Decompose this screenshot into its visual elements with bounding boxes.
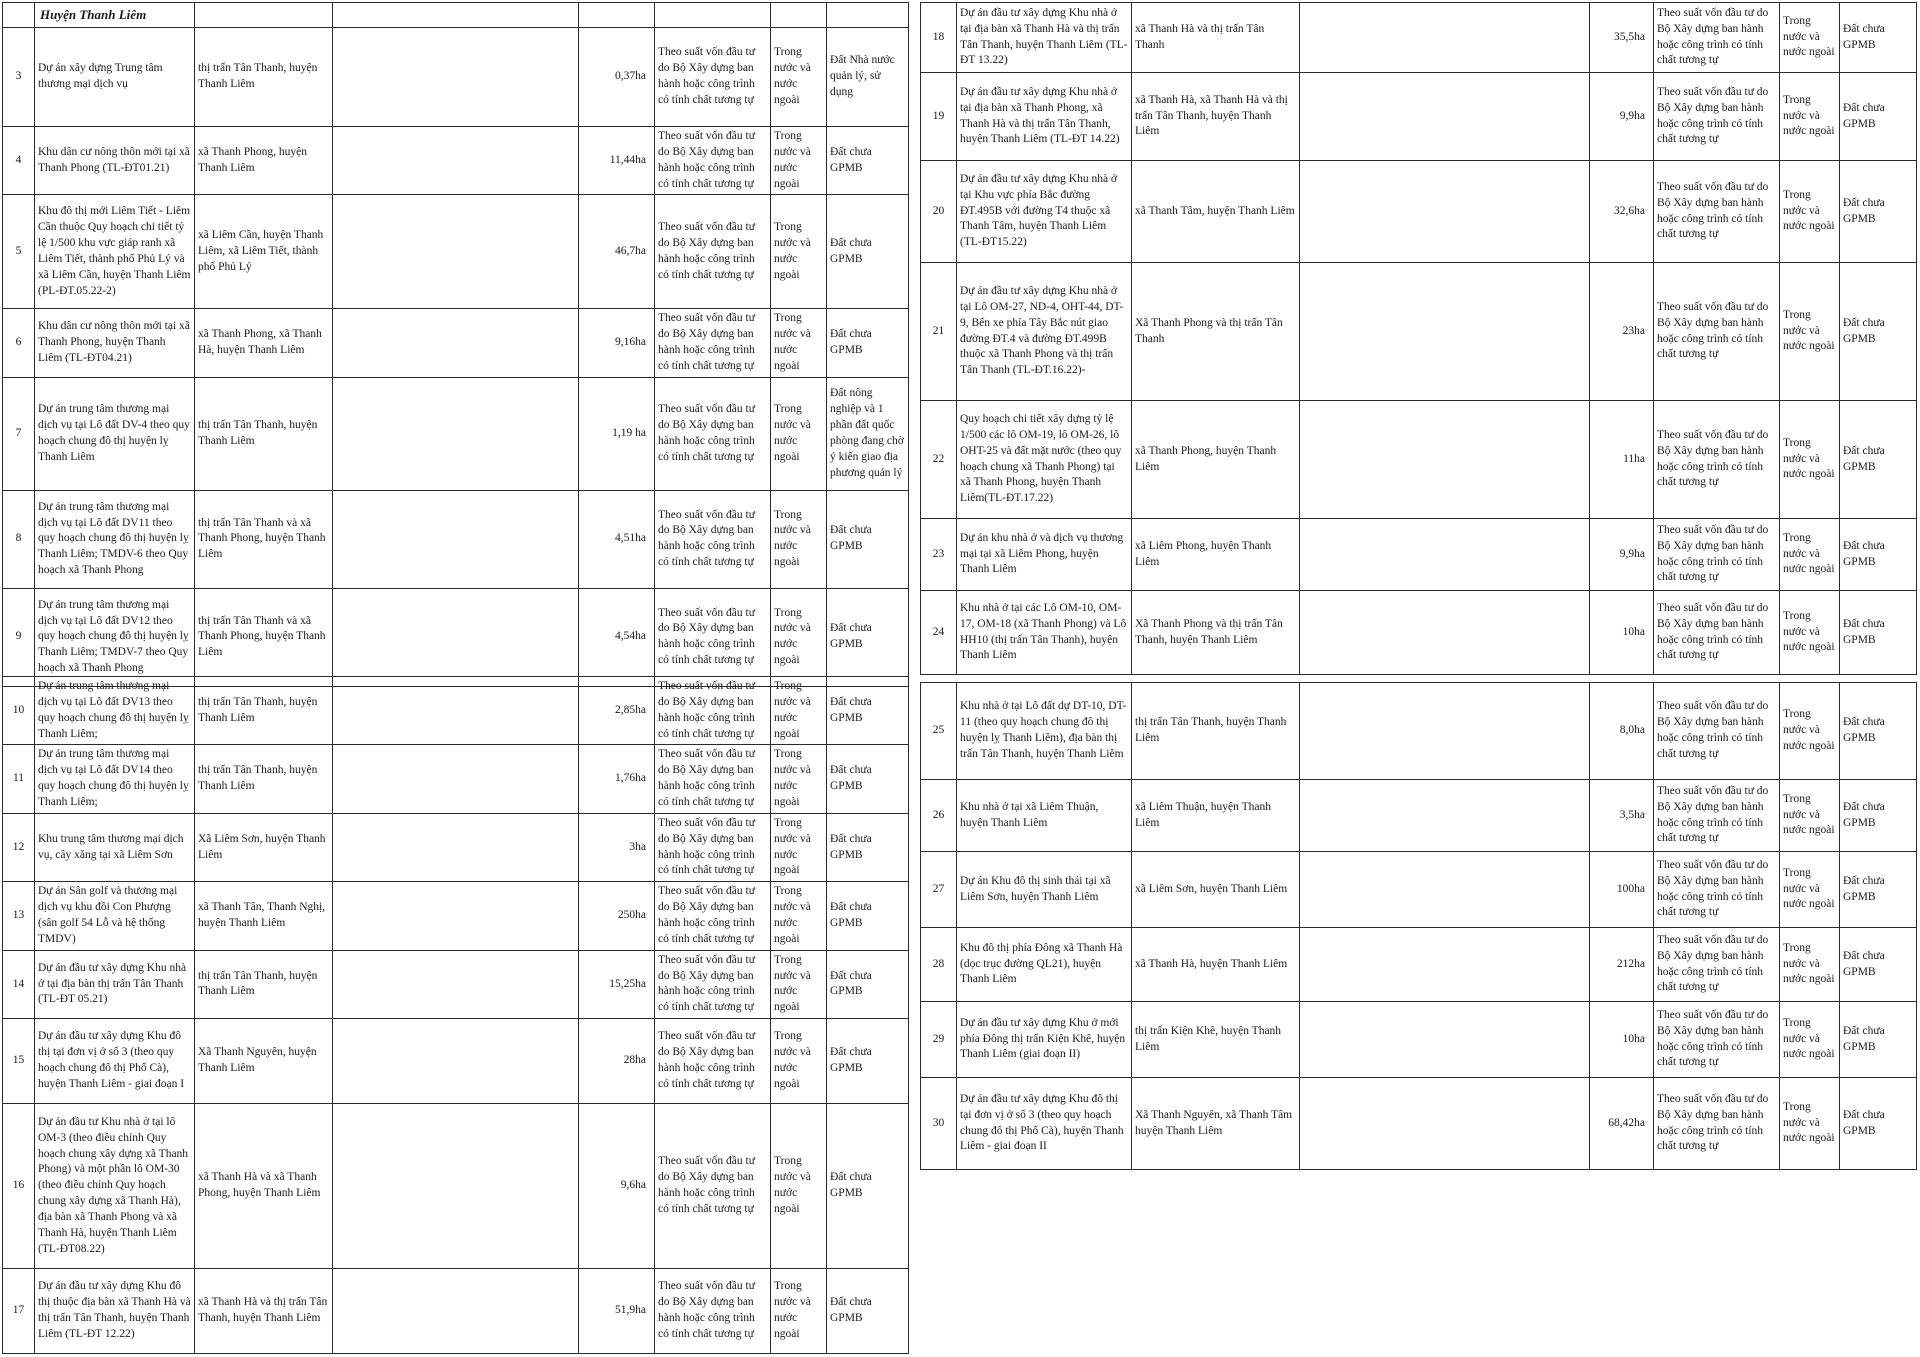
project-location: thị trấn Tân Thanh, huyện Thanh Liêm	[195, 27, 333, 126]
blank-cell	[333, 588, 579, 686]
project-location: thị trấn Tân Thanh và xã Thanh Phong, huyện Thanh Liêm	[195, 490, 333, 588]
row-number: 11	[3, 745, 35, 813]
table-left-top	[2, 2, 908, 687]
project-area: 46,7ha	[579, 195, 655, 309]
project-name: Dự án trung tâm thương mại dịch vụ tại Lô đất DV14 theo quy hoạch chung đô thị huyện lỵ Thanh Liêm;	[35, 745, 195, 813]
capital-note: Theo suất vốn đầu tư do Bộ Xây dựng ban hành hoặc công trình có tính chất tương tự	[1654, 519, 1780, 591]
row-number: 4	[3, 126, 35, 194]
land-status: Đất chưa GPMB	[827, 1019, 909, 1104]
row-number: 19	[921, 73, 957, 161]
land-status: Đất Nhà nước quản lý, sử dụng	[827, 27, 909, 126]
project-location: xã Thanh Hà và xã Thanh Phong, huyện Thanh Liêm	[195, 1104, 333, 1269]
project-location: Xã Thanh Nguyên, huyện Thanh Liêm	[195, 1019, 333, 1104]
row-number: 30	[921, 1078, 957, 1170]
land-status: Đất chưa GPMB	[827, 126, 909, 194]
blank-cell	[333, 27, 579, 126]
table-row	[3, 677, 909, 745]
project-area: 32,6ha	[1590, 161, 1654, 263]
project-area: 10ha	[1590, 1002, 1654, 1078]
land-status: Đất chưa GPMB	[1840, 3, 1917, 73]
blank-cell	[333, 126, 579, 194]
capital-origin: Trong nước và nước ngoài	[1780, 1002, 1840, 1078]
project-name: Khu nhà ở tại các Lô OM-10, OM-17, OM-18 (xã Thanh Phong) và Lô HH10 (thị trấn Tân Thanh), huyện Thanh Liêm	[957, 591, 1132, 675]
blank-cell	[1300, 3, 1590, 73]
project-area: 3ha	[579, 813, 655, 881]
table-row	[921, 263, 1917, 401]
capital-origin: Trong nước và nước ngoài	[771, 309, 827, 377]
capital-note: Theo suất vốn đầu tư do Bộ Xây dựng ban hành hoặc công trình có tính chất tương tự	[1654, 73, 1780, 161]
project-area: 68,42ha	[1590, 1078, 1654, 1170]
land-status: Đất chưa GPMB	[1840, 852, 1917, 928]
table-row	[921, 1078, 1917, 1170]
blank-cell	[333, 377, 579, 490]
table-row	[921, 852, 1917, 928]
project-area: 4,51ha	[579, 490, 655, 588]
project-location: xã Thanh Phong, xã Thanh Hà, huyện Thanh Liêm	[195, 309, 333, 377]
row-number: 29	[921, 1002, 957, 1078]
capital-origin: Trong nước và nước ngoài	[1780, 1078, 1840, 1170]
capital-note: Theo suất vốn đầu tư do Bộ Xây dựng ban hành hoặc công trình có tính chất tương tự	[1654, 3, 1780, 73]
project-location: Xã Liêm Sơn, huyện Thanh Liêm	[195, 813, 333, 881]
table-right-top	[920, 2, 1916, 675]
table-row	[3, 1104, 909, 1269]
blank-cell	[1300, 73, 1590, 161]
project-area: 4,54ha	[579, 588, 655, 686]
project-location: xã Thanh Hà và thị trấn Tân Thanh	[1132, 3, 1300, 73]
table-row	[3, 195, 909, 309]
capital-note: Theo suất vốn đầu tư do Bộ Xây dựng ban hành hoặc công trình có tính chất tương tự	[655, 27, 771, 126]
capital-note: Theo suất vốn đầu tư do Bộ Xây dựng ban hành hoặc công trình có tính chất tương tự	[655, 588, 771, 686]
capital-note: Theo suất vốn đầu tư do Bộ Xây dựng ban hành hoặc công trình có tính chất tương tự	[655, 813, 771, 881]
project-location: xã Thanh Tân, Thanh Nghị, huyện Thanh Liêm	[195, 882, 333, 950]
capital-origin: Trong nước và nước ngoài	[771, 882, 827, 950]
capital-note: Theo suất vốn đầu tư do Bộ Xây dựng ban hành hoặc công trình có tính chất tương tự	[655, 1104, 771, 1269]
project-location: thị trấn Kiện Khê, huyện Thanh Liêm	[1132, 1002, 1300, 1078]
capital-note: Theo suất vốn đầu tư do Bộ Xây dựng ban hành hoặc công trình có tính chất tương tự	[1654, 401, 1780, 519]
land-status: Đất chưa GPMB	[1840, 928, 1917, 1002]
capital-note: Theo suất vốn đầu tư do Bộ Xây dựng ban hành hoặc công trình có tính chất tương tự	[655, 950, 771, 1018]
table-row	[921, 401, 1917, 519]
project-name: Dự án xây dựng Trung tâm thương mại dịch vụ	[35, 27, 195, 126]
land-status: Đất chưa GPMB	[1840, 591, 1917, 675]
project-name: Dự án đầu tư xây dựng Khu nhà ở tại địa bàn thị trấn Tân Thanh (TL-ĐT 05.21)	[35, 950, 195, 1018]
land-status: Đất chưa GPMB	[827, 1104, 909, 1269]
capital-note: Theo suất vốn đầu tư do Bộ Xây dựng ban hành hoặc công trình có tính chất tương tự	[1654, 1002, 1780, 1078]
project-name: Dự án trung tâm thương mại dịch vụ tại Lô đất DV13 theo quy hoạch chung đô thị huyện lỵ Thanh Liêm;	[35, 677, 195, 745]
table-row	[3, 309, 909, 377]
row-number: 14	[3, 950, 35, 1018]
row-number: 16	[3, 1104, 35, 1269]
table-row	[3, 588, 909, 686]
project-name: Dự án Sân golf và thương mại dịch vụ khu đồi Con Phượng (sân golf 54 Lỗ và hệ thống TMDV)	[35, 882, 195, 950]
row-number: 21	[921, 263, 957, 401]
row-number: 15	[3, 1019, 35, 1104]
capital-origin: Trong nước và nước ngoài	[771, 195, 827, 309]
capital-note: Theo suất vốn đầu tư do Bộ Xây dựng ban hành hoặc công trình có tính chất tương tự	[1654, 780, 1780, 852]
project-name: Khu đô thị mới Liêm Tiết - Liêm Cần thuộc Quy hoạch chi tiết tỷ lệ 1/500 khu vực giáp ranh xã Liêm Tiết, thành phố Phủ Lý và xã Liêm Cần, huyện Thanh Liêm (PL-ĐT.05.22-2)	[35, 195, 195, 309]
blank-cell	[1300, 401, 1590, 519]
land-status: Đất chưa GPMB	[827, 1269, 909, 1354]
capital-origin: Trong nước và nước ngoài	[771, 126, 827, 194]
blank-cell	[1300, 591, 1590, 675]
capital-origin: Trong nước và nước ngoài	[771, 588, 827, 686]
land-status: Đất nông nghiệp và 1 phần đất quốc phòng đang chờ ý kiến giao địa phương quản lý	[827, 377, 909, 490]
project-area: 1,19 ha	[579, 377, 655, 490]
land-status: Đất chưa GPMB	[827, 490, 909, 588]
capital-note: Theo suất vốn đầu tư do Bộ Xây dựng ban hành hoặc công trình có tính chất tương tự	[655, 309, 771, 377]
land-status: Đất chưa GPMB	[1840, 401, 1917, 519]
project-area: 100ha	[1590, 852, 1654, 928]
project-area: 28ha	[579, 1019, 655, 1104]
project-name: Dự án khu nhà ở và dịch vụ thương mại tại xã Liêm Phong, huyện Thanh Liêm	[957, 519, 1132, 591]
table-row	[921, 928, 1917, 1002]
capital-origin: Trong nước và nước ngoài	[771, 1269, 827, 1354]
land-status: Đất chưa GPMB	[827, 677, 909, 745]
land-status: Đất chưa GPMB	[1840, 519, 1917, 591]
blank-cell	[333, 745, 579, 813]
table-row	[3, 377, 909, 490]
table-row	[3, 882, 909, 950]
project-name: Khu đô thị phía Đông xã Thanh Hà (dọc trục đường QL21), huyện Thanh Liêm	[957, 928, 1132, 1002]
project-area: 10ha	[1590, 591, 1654, 675]
project-area: 8,0ha	[1590, 683, 1654, 780]
capital-origin: Trong nước và nước ngoài	[771, 1104, 827, 1269]
land-status: Đất chưa GPMB	[827, 588, 909, 686]
blank-cell	[333, 1104, 579, 1269]
row-number: 17	[3, 1269, 35, 1354]
capital-note: Theo suất vốn đầu tư do Bộ Xây dựng ban hành hoặc công trình có tính chất tương tự	[1654, 1078, 1780, 1170]
project-name: Dự án đầu tư xây dựng Khu nhà ở tại địa bàn xã Thanh Phong, xã Thanh Hà và thị trấn Tân Thanh, huyện Thanh Liêm (TL-ĐT 14.22)	[957, 73, 1132, 161]
capital-note: Theo suất vốn đầu tư do Bộ Xây dựng ban hành hoặc công trình có tính chất tương tự	[655, 1269, 771, 1354]
capital-origin: Trong nước và nước ngoài	[1780, 519, 1840, 591]
capital-origin: Trong nước và nước ngoài	[1780, 73, 1840, 161]
project-area: 15,25ha	[579, 950, 655, 1018]
row-number: 5	[3, 195, 35, 309]
project-location: thị trấn Tân Thanh và xã Thanh Phong, huyện Thanh Liêm	[195, 588, 333, 686]
project-location: thị trấn Tân Thanh, huyện Thanh Liêm	[195, 677, 333, 745]
project-name: Dự án đầu tư xây dựng Khu nhà ở tại Khu vực phía Bắc đường ĐT.495B với đường T4 thuộc xã Thanh Tâm, huyện Thanh Liêm (TL-ĐT15.22)	[957, 161, 1132, 263]
blank-cell	[1300, 780, 1590, 852]
table-row	[921, 73, 1917, 161]
project-area: 9,9ha	[1590, 519, 1654, 591]
capital-note: Theo suất vốn đầu tư do Bộ Xây dựng ban hành hoặc công trình có tính chất tương tự	[1654, 852, 1780, 928]
blank-cell	[1300, 263, 1590, 401]
project-area: 9,9ha	[1590, 73, 1654, 161]
project-name: Khu nhà ở tại xã Liêm Thuận, huyện Thanh Liêm	[957, 780, 1132, 852]
row-number: 8	[3, 490, 35, 588]
land-status: Đất chưa GPMB	[827, 195, 909, 309]
project-area: 212ha	[1590, 928, 1654, 1002]
row-number: 22	[921, 401, 957, 519]
table-row	[921, 780, 1917, 852]
land-status: Đất chưa GPMB	[827, 950, 909, 1018]
project-area: 0,37ha	[579, 27, 655, 126]
capital-origin: Trong nước và nước ngoài	[771, 745, 827, 813]
project-area: 11,44ha	[579, 126, 655, 194]
land-status: Đất chưa GPMB	[1840, 161, 1917, 263]
blank-cell	[1300, 519, 1590, 591]
project-name: Dự án đầu tư xây dựng Khu ở mới phía Đông thị trấn Kiện Khê, huyện Thanh Liêm (giai đoạn II)	[957, 1002, 1132, 1078]
project-location: xã Liêm Thuận, huyện Thanh Liêm	[1132, 780, 1300, 852]
capital-origin: Trong nước và nước ngoài	[771, 677, 827, 745]
land-status: Đất chưa GPMB	[827, 882, 909, 950]
project-location: thị trấn Tân Thanh, huyện Thanh Liêm	[195, 377, 333, 490]
capital-note: Theo suất vốn đầu tư do Bộ Xây dựng ban hành hoặc công trình có tính chất tương tự	[1654, 928, 1780, 1002]
land-status: Đất chưa GPMB	[1840, 1078, 1917, 1170]
row-number: 13	[3, 882, 35, 950]
project-name: Dự án đầu tư xây dựng Khu đô thị tại đơn vị ở số 3 (theo quy hoạch chung đô thị Phố Cà), huyện Thanh Liêm - giai đoạn II	[957, 1078, 1132, 1170]
blank-cell	[333, 1019, 579, 1104]
project-area: 9,6ha	[579, 1104, 655, 1269]
capital-origin: Trong nước và nước ngoài	[1780, 161, 1840, 263]
blank-cell	[333, 1269, 579, 1354]
land-status: Đất chưa GPMB	[1840, 263, 1917, 401]
capital-note: Theo suất vốn đầu tư do Bộ Xây dựng ban hành hoặc công trình có tính chất tương tự	[1654, 161, 1780, 263]
row-number: 9	[3, 588, 35, 686]
table-row	[921, 591, 1917, 675]
project-area: 9,16ha	[579, 309, 655, 377]
table-row	[921, 519, 1917, 591]
project-area: 1,76ha	[579, 745, 655, 813]
project-name: Quy hoạch chi tiết xây dựng tỷ lệ 1/500 các lô OM-19, lô OM-26, lô OHT-25 và đất mặt nước (theo quy hoạch chung xã Thanh Phong) tại xã Thanh Phong, huyện Thanh Liêm(TL-ĐT.17.22)	[957, 401, 1132, 519]
blank-cell	[333, 882, 579, 950]
capital-origin: Trong nước và nước ngoài	[1780, 263, 1840, 401]
row-number: 12	[3, 813, 35, 881]
project-name: Dự án trung tâm thương mại dịch vụ tại Lô đất DV12 theo quy hoạch chung đô thị huyện lỵ Thanh Liêm; TMDV-7 theo Quy hoạch xã Thanh Phong	[35, 588, 195, 686]
project-area: 11ha	[1590, 401, 1654, 519]
project-location: xã Liêm Cần, huyện Thanh Liêm, xã Liêm Tiết, thành phố Phủ Lý	[195, 195, 333, 309]
project-location: xã Thanh Phong, huyện Thanh Liêm	[195, 126, 333, 194]
blank-cell	[1300, 1078, 1590, 1170]
table-row	[3, 1019, 909, 1104]
project-area: 51,9ha	[579, 1269, 655, 1354]
capital-origin: Trong nước và nước ngoài	[771, 377, 827, 490]
land-status: Đất chưa GPMB	[827, 813, 909, 881]
capital-origin: Trong nước và nước ngoài	[1780, 928, 1840, 1002]
project-location: xã Thanh Hà, xã Thanh Hà và thị trấn Tân Thanh, huyện Thanh Liêm	[1132, 73, 1300, 161]
land-status: Đất chưa GPMB	[1840, 780, 1917, 852]
capital-note: Theo suất vốn đầu tư do Bộ Xây dựng ban hành hoặc công trình có tính chất tương tự	[1654, 591, 1780, 675]
section-title: Huyện Thanh Liêm	[35, 3, 195, 28]
project-name: Khu dân cư nông thôn mới tại xã Thanh Phong (TL-ĐT01.21)	[35, 126, 195, 194]
project-location: Xã Thanh Phong và thị trấn Tân Thanh	[1132, 263, 1300, 401]
blank-cell	[333, 490, 579, 588]
capital-note: Theo suất vốn đầu tư do Bộ Xây dựng ban hành hoặc công trình có tính chất tương tự	[655, 882, 771, 950]
capital-origin: Trong nước và nước ngoài	[1780, 401, 1840, 519]
project-location: xã Thanh Tâm, huyện Thanh Liêm	[1132, 161, 1300, 263]
project-area: 250ha	[579, 882, 655, 950]
table-row	[3, 27, 909, 126]
blank-cell	[333, 813, 579, 881]
project-location: Xã Thanh Phong và thị trấn Tân Thanh, huyện Thanh Liêm	[1132, 591, 1300, 675]
capital-note: Theo suất vốn đầu tư do Bộ Xây dựng ban hành hoặc công trình có tính chất tương tự	[655, 126, 771, 194]
row-number: 3	[3, 27, 35, 126]
project-name: Dự án đầu tư xây dựng Khu nhà ở tại địa bàn xã Thanh Hà và thị trấn Tân Thanh, huyện Thanh Liêm (TL-ĐT 13.22)	[957, 3, 1132, 73]
blank-cell	[333, 309, 579, 377]
project-location: Xã Thanh Nguyên, xã Thanh Tâm huyện Thanh Liêm	[1132, 1078, 1300, 1170]
project-location: thị trấn Tân Thanh, huyện Thanh Liêm	[195, 950, 333, 1018]
row-number: 10	[3, 677, 35, 745]
project-location: xã Liêm Sơn, huyện Thanh Liêm	[1132, 852, 1300, 928]
row-number: 18	[921, 3, 957, 73]
row-number: 7	[3, 377, 35, 490]
capital-note: Theo suất vốn đầu tư do Bộ Xây dựng ban hành hoặc công trình có tính chất tương tự	[655, 677, 771, 745]
row-number: 20	[921, 161, 957, 263]
row-number: 24	[921, 591, 957, 675]
blank-cell	[1300, 161, 1590, 263]
table-row	[3, 1269, 909, 1354]
capital-note: Theo suất vốn đầu tư do Bộ Xây dựng ban hành hoặc công trình có tính chất tương tự	[655, 490, 771, 588]
blank-cell	[1300, 683, 1590, 780]
project-location: xã Thanh Phong, huyện Thanh Liêm	[1132, 401, 1300, 519]
row-number: 26	[921, 780, 957, 852]
land-status: Đất chưa GPMB	[1840, 73, 1917, 161]
capital-note: Theo suất vốn đầu tư do Bộ Xây dựng ban hành hoặc công trình có tính chất tương tự	[655, 745, 771, 813]
capital-origin: Trong nước và nước ngoài	[771, 950, 827, 1018]
row-number: 6	[3, 309, 35, 377]
row-number: 28	[921, 928, 957, 1002]
capital-origin: Trong nước và nước ngoài	[1780, 780, 1840, 852]
project-name: Dự án trung tâm thương mại dịch vụ tại Lô đất DV-4 theo quy hoạch chung đô thị huyện lỵ Thanh Liêm	[35, 377, 195, 490]
table-row	[921, 683, 1917, 780]
table-row	[3, 126, 909, 194]
project-location: xã Thanh Hà và thị trấn Tân Thanh, huyện Thanh Liêm	[195, 1269, 333, 1354]
capital-origin: Trong nước và nước ngoài	[1780, 591, 1840, 675]
capital-origin: Trong nước và nước ngoài	[771, 27, 827, 126]
table-row	[921, 1002, 1917, 1078]
table-row	[3, 490, 909, 588]
blank-cell	[333, 677, 579, 745]
project-area: 2,85ha	[579, 677, 655, 745]
project-location: xã Thanh Hà, huyện Thanh Liêm	[1132, 928, 1300, 1002]
land-status: Đất chưa GPMB	[827, 745, 909, 813]
land-status: Đất chưa GPMB	[1840, 1002, 1917, 1078]
project-name: Dự án đầu tư Khu nhà ở tại lô OM-3 (theo điều chỉnh Quy hoạch chung xây dựng xã Thanh Phong) và một phần lô OM-30 (theo điều chỉnh Quy hoạch chung xây dựng xã Thanh Hà), địa bàn xã Thanh Phong và xã Thanh Hà, huyện Thanh Liêm (TL-ĐT08.22)	[35, 1104, 195, 1269]
project-name: Khu dân cư nông thôn mới tại xã Thanh Phong, huyện Thanh Liêm (TL-ĐT04.21)	[35, 309, 195, 377]
row-number: 25	[921, 683, 957, 780]
project-name: Khu trung tâm thương mại dịch vụ, cây xăng tại xã Liêm Sơn	[35, 813, 195, 881]
table-row	[3, 950, 909, 1018]
project-location: thị trấn Tân Thanh, huyện Thanh Liêm	[1132, 683, 1300, 780]
project-name: Dự án đầu tư xây dựng Khu nhà ở tại Lô OM-27, ND-4, OHT-44, DT-9, Bến xe phía Tây Bắc nút giao đường ĐT.4 và đường ĐT.499B thuộc xã Thanh Phong và thị trấn Tân Thanh (TL-ĐT.16.22)-	[957, 263, 1132, 401]
blank-cell	[333, 195, 579, 309]
project-area: 23ha	[1590, 263, 1654, 401]
table-right-bottom	[920, 682, 1916, 1170]
table-row	[921, 3, 1917, 73]
table-row	[921, 161, 1917, 263]
capital-note: Theo suất vốn đầu tư do Bộ Xây dựng ban hành hoặc công trình có tính chất tương tự	[655, 195, 771, 309]
land-status: Đất chưa GPMB	[1840, 683, 1917, 780]
table-row	[3, 813, 909, 881]
land-status: Đất chưa GPMB	[827, 309, 909, 377]
project-name: Dự án trung tâm thương mại dịch vụ tại Lô đất DV11 theo quy hoạch chung đô thị huyện lỵ Thanh Liêm; TMDV-6 theo Quy hoạch xã Thanh Phong	[35, 490, 195, 588]
capital-origin: Trong nước và nước ngoài	[1780, 3, 1840, 73]
section-header-row	[3, 3, 909, 28]
project-location: xã Liêm Phong, huyện Thanh Liêm	[1132, 519, 1300, 591]
project-area: 35,5ha	[1590, 3, 1654, 73]
table-row	[3, 745, 909, 813]
blank-cell	[333, 950, 579, 1018]
blank-cell	[1300, 852, 1590, 928]
capital-note: Theo suất vốn đầu tư do Bộ Xây dựng ban hành hoặc công trình có tính chất tương tự	[655, 377, 771, 490]
blank-cell	[1300, 928, 1590, 1002]
capital-origin: Trong nước và nước ngoài	[771, 1019, 827, 1104]
project-name: Dự án đầu tư xây dựng Khu đô thị tại đơn vị ở số 3 (theo quy hoạch chung đô thị Phố Cà), huyện Thanh Liêm - giai đoạn I	[35, 1019, 195, 1104]
blank-cell	[1300, 1002, 1590, 1078]
project-name: Dự án Khu đô thị sinh thái tại xã Liêm Sơn, huyện Thanh Liêm	[957, 852, 1132, 928]
capital-note: Theo suất vốn đầu tư do Bộ Xây dựng ban hành hoặc công trình có tính chất tương tự	[1654, 263, 1780, 401]
row-number: 27	[921, 852, 957, 928]
row-number: 23	[921, 519, 957, 591]
capital-origin: Trong nước và nước ngoài	[1780, 852, 1840, 928]
table-left-bottom	[2, 676, 908, 1354]
project-name: Khu nhà ở tại Lô đất dự DT-10, DT-11 (theo quy hoạch chung đô thị huyện lỵ Thanh Liêm), địa bàn thị trấn Tân Thanh, huyện Thanh Liêm	[957, 683, 1132, 780]
project-location: thị trấn Tân Thanh, huyện Thanh Liêm	[195, 745, 333, 813]
capital-note: Theo suất vốn đầu tư do Bộ Xây dựng ban hành hoặc công trình có tính chất tương tự	[1654, 683, 1780, 780]
capital-origin: Trong nước và nước ngoài	[771, 490, 827, 588]
capital-origin: Trong nước và nước ngoài	[1780, 683, 1840, 780]
project-area: 3,5ha	[1590, 780, 1654, 852]
capital-origin: Trong nước và nước ngoài	[771, 813, 827, 881]
capital-note: Theo suất vốn đầu tư do Bộ Xây dựng ban hành hoặc công trình có tính chất tương tự	[655, 1019, 771, 1104]
project-name: Dự án đầu tư xây dựng Khu đô thị thuộc địa bàn xã Thanh Hà và thị trấn Tân Thanh, huyện Thanh Liêm (TL-ĐT 12.22)	[35, 1269, 195, 1354]
